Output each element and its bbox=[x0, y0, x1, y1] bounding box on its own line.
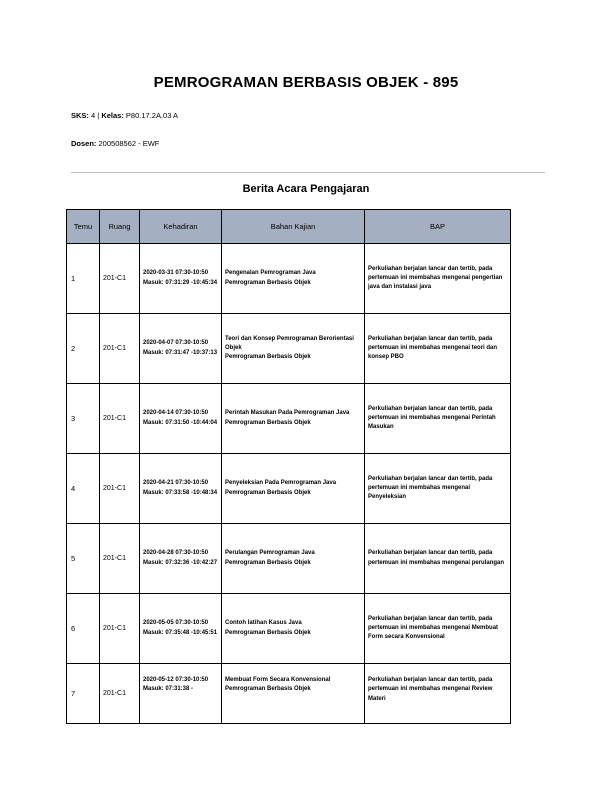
bap-table bbox=[66, 209, 511, 724]
sks-label: SKS: bbox=[71, 111, 89, 120]
bahan-kajian-cell: Perulangan Pemrograman Java Pemrograman Berbasis Objek bbox=[222, 524, 365, 594]
divider bbox=[71, 172, 545, 173]
table-row bbox=[67, 384, 511, 454]
bahan-kajian-cell: Perintah Masukan Pada Pemrograman Java Pemrograman Berbasis Objek bbox=[222, 384, 365, 454]
temu-cell: 6 bbox=[67, 594, 100, 664]
dosen-line bbox=[71, 139, 159, 148]
bahan-kajian-cell: Contoh latihan Kasus Java Pemrograman Berbasis Objek bbox=[222, 594, 365, 664]
kelas-value: P80.17.2A.03 A bbox=[125, 111, 179, 120]
kelas-label: Kelas: bbox=[101, 111, 124, 120]
temu-cell: 3 bbox=[67, 384, 100, 454]
ruang-cell: 201-C1 bbox=[100, 314, 140, 384]
table-row bbox=[67, 244, 511, 314]
table-row bbox=[67, 664, 511, 724]
header-ruang: Ruang bbox=[100, 210, 140, 244]
kehadiran-cell: 2020-04-14 07:30-10:50 Masuk: 07:31:50 -10:44:04 bbox=[140, 384, 222, 454]
ruang-cell: 201-C1 bbox=[100, 384, 140, 454]
bap-cell: Perkuliahan berjalan lancar dan tertib, pada pertemuan ini membahas mengenai Penyeleksian bbox=[365, 454, 511, 524]
bap-cell: Perkuliahan berjalan lancar dan tertib, pada pertemuan ini membahas mengenai Perintah Masukan bbox=[365, 384, 511, 454]
table-row bbox=[67, 524, 511, 594]
bap-cell: Perkuliahan berjalan lancar dan tertib, pada pertemuan ini membahas mengenai Membuat Form secara Konvensional bbox=[365, 594, 511, 664]
kehadiran-cell: 2020-04-07 07:30-10:50 Masuk: 07:31:47 -10:37:13 bbox=[140, 314, 222, 384]
table-header-row bbox=[67, 210, 511, 244]
bahan-kajian-cell: Teori dan Konsep Pemrograman Berorientasi Objek Pemrograman Berbasis Objek bbox=[222, 314, 365, 384]
kehadiran-cell: 2020-03-31 07:30-10:50 Masuk: 07:31:29 -10:45:34 bbox=[140, 244, 222, 314]
bahan-kajian-cell: Penyeleksian Pada Pemrograman Java Pemrograman Berbasis Objek bbox=[222, 454, 365, 524]
ruang-cell: 201-C1 bbox=[100, 594, 140, 664]
temu-cell: 1 bbox=[67, 244, 100, 314]
table-row bbox=[67, 454, 511, 524]
kehadiran-cell: 2020-05-12 07:30-10:50 Masuk: 07:31:38 - bbox=[140, 664, 222, 724]
ruang-cell: 201-C1 bbox=[100, 524, 140, 594]
bahan-kajian-cell: Membuat Form Secara Konvensional Pemrograman Berbasis Objek bbox=[222, 664, 365, 724]
ruang-cell: 201-C1 bbox=[100, 244, 140, 314]
ruang-cell: 201-C1 bbox=[100, 454, 140, 524]
sks-value: 4 | bbox=[91, 111, 102, 120]
dosen-value: 200508562 - EWF bbox=[98, 139, 160, 148]
temu-cell: 5 bbox=[67, 524, 100, 594]
kehadiran-cell: 2020-04-28 07:30-10:50 Masuk: 07:32:36 -10:42:27 bbox=[140, 524, 222, 594]
section-title: Berita Acara Pengajaran bbox=[242, 183, 370, 195]
table-body bbox=[67, 244, 511, 724]
dosen-label: Dosen: bbox=[71, 139, 97, 148]
header-kehadiran: Kehadiran bbox=[140, 210, 222, 244]
bap-cell: Perkuliahan berjalan lancar dan tertib, pada pertemuan ini membahas mengenai Review Materi bbox=[365, 664, 511, 724]
bap-cell: Perkuliahan berjalan lancar dan tertib, pada pertemuan ini membahas mengenai teori dan konsep PBO bbox=[365, 314, 511, 384]
temu-cell: 4 bbox=[67, 454, 100, 524]
kehadiran-cell: 2020-05-05 07:30-10:50 Masuk: 07:35:48 -10:45:51 bbox=[140, 594, 222, 664]
page-title: PEMROGRAMAN BERBASIS OBJEK - 895 bbox=[153, 74, 459, 91]
table-row bbox=[67, 314, 511, 384]
bap-cell: Perkuliahan berjalan lancar dan tertib, pada pertemuan ini membahas mengenai perulangan bbox=[365, 524, 511, 594]
kehadiran-cell: 2020-04-21 07:30-10:50 Masuk: 07:33:58 -10:48:34 bbox=[140, 454, 222, 524]
bap-cell: Perkuliahan berjalan lancar dan tertib, pada pertemuan ini membahas mengenai pengertian java dan instalasi java bbox=[365, 244, 511, 314]
temu-cell: 7 bbox=[67, 664, 100, 724]
temu-cell: 2 bbox=[67, 314, 100, 384]
header-bap: BAP bbox=[365, 210, 511, 244]
bahan-kajian-cell: Pengenalan Pemrograman Java Pemrograman Berbasis Objek bbox=[222, 244, 365, 314]
header-bahan-kajian: Bahan Kajian bbox=[222, 210, 365, 244]
ruang-cell: 201-C1 bbox=[100, 664, 140, 724]
table-row bbox=[67, 594, 511, 664]
header-temu: Temu bbox=[67, 210, 100, 244]
course-meta-line bbox=[71, 111, 178, 120]
